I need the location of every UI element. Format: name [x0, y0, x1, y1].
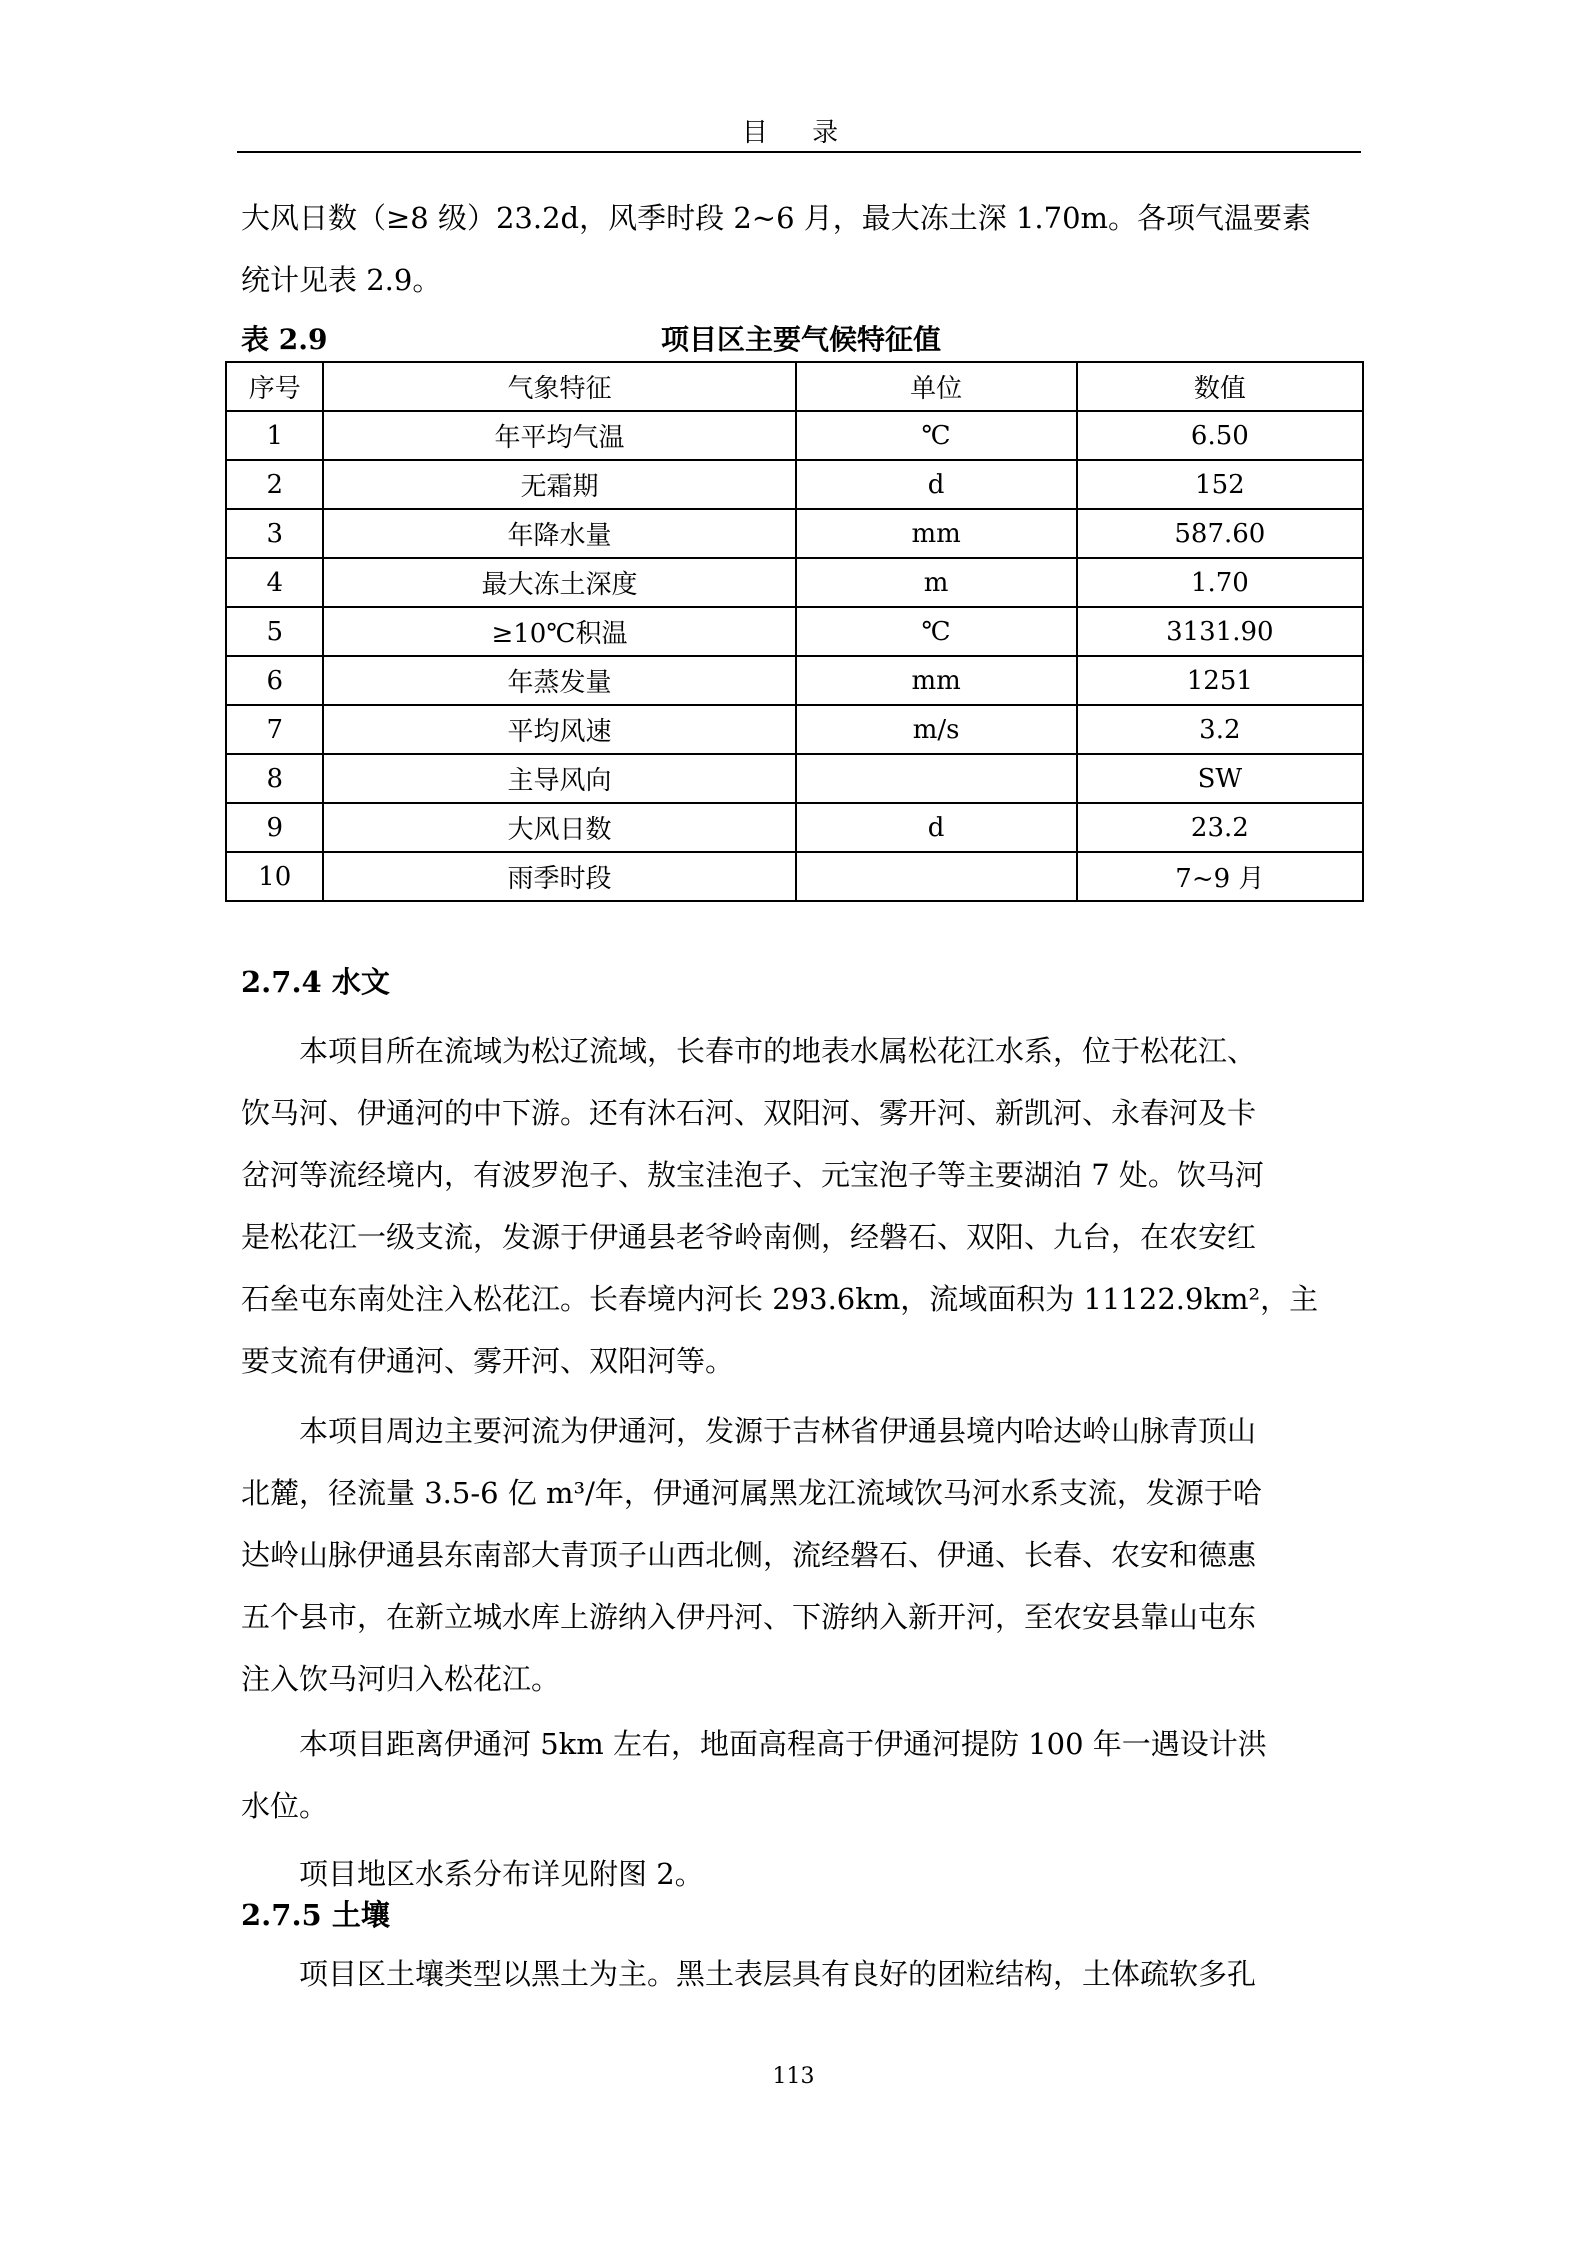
text-line: 本项目距离伊通河 5km 左右，地面高程高于伊通河提防 100 年一遇设计洪 — [241, 1727, 1267, 1761]
table-caption — [241, 318, 1361, 358]
hydrology-paragraph-3 — [241, 1713, 1361, 1837]
text-line: 饮马河、伊通河的中下游。还有沐石河、双阳河、雾开河、新凯河、永春河及卡 — [241, 1096, 1257, 1130]
table-row — [226, 411, 1363, 460]
cell-index: 7 — [226, 705, 323, 754]
text-line: 项目地区水系分布详见附图 2。 — [241, 1857, 704, 1891]
table-number: 表 2.9 — [241, 323, 328, 356]
cell-index: 10 — [226, 852, 323, 901]
text-line: 要支流有伊通河、雾开河、双阳河等。 — [241, 1344, 735, 1378]
table-title: 项目区主要气候特征值 — [660, 323, 941, 356]
text-line: 注入饮马河归入松花江。 — [241, 1662, 561, 1696]
cell-value: 152 — [1077, 460, 1363, 509]
cell-value: 1251 — [1077, 656, 1363, 705]
text-line: 水位。 — [241, 1789, 329, 1823]
page-header-title: 目 录 — [741, 118, 857, 148]
cell-unit: ℃ — [796, 411, 1077, 460]
cell-feature: 平均风速 — [323, 705, 795, 754]
header-value: 数值 — [1077, 362, 1363, 411]
cell-unit: ℃ — [796, 607, 1077, 656]
cell-feature: 年降水量 — [323, 509, 795, 558]
text-line: 岔河等流经境内，有波罗泡子、敖宝洼泡子、元宝泡子等主要湖泊 7 处。饮马河 — [241, 1158, 1264, 1192]
cell-value: 3131.90 — [1077, 607, 1363, 656]
header-feature: 气象特征 — [323, 362, 795, 411]
cell-unit — [796, 852, 1077, 901]
table-row — [226, 460, 1363, 509]
header-rule — [237, 151, 1361, 153]
cell-value: 3.2 — [1077, 705, 1363, 754]
cell-unit: m/s — [796, 705, 1077, 754]
soil-paragraph-1 — [241, 1943, 1361, 2005]
text-line: 石垒屯东南处注入松花江。长春境内河长 293.6km，流域面积为 11122.9km²，主 — [241, 1282, 1319, 1316]
cell-value: 6.50 — [1077, 411, 1363, 460]
page-number: 113 — [772, 2064, 815, 2089]
header-index: 序号 — [226, 362, 323, 411]
hydrology-paragraph-1 — [241, 1020, 1361, 1392]
cell-index: 9 — [226, 803, 323, 852]
section-heading-soil: 2.7.5 土壤 — [241, 1898, 390, 1932]
text-line: 北麓，径流量 3.5-6 亿 m³/年，伊通河属黑龙江流域饮马河水系支流，发源于哈 — [241, 1476, 1262, 1510]
table-row — [226, 803, 1363, 852]
cell-unit — [796, 754, 1077, 803]
cell-index: 2 — [226, 460, 323, 509]
cell-value: 1.70 — [1077, 558, 1363, 607]
table-row — [226, 705, 1363, 754]
table-header-row — [226, 362, 1363, 411]
intro-paragraph — [241, 187, 1361, 311]
cell-index: 3 — [226, 509, 323, 558]
climate-table — [225, 361, 1364, 902]
table-row — [226, 558, 1363, 607]
cell-index: 1 — [226, 411, 323, 460]
cell-unit: mm — [796, 656, 1077, 705]
cell-value: 587.60 — [1077, 509, 1363, 558]
cell-index: 6 — [226, 656, 323, 705]
cell-feature: 无霜期 — [323, 460, 795, 509]
cell-unit: mm — [796, 509, 1077, 558]
cell-unit: m — [796, 558, 1077, 607]
cell-index: 8 — [226, 754, 323, 803]
hydrology-paragraph-2 — [241, 1400, 1361, 1710]
text-line: 本项目周边主要河流为伊通河，发源于吉林省伊通县境内哈达岭山脉青顶山 — [241, 1414, 1257, 1448]
cell-unit: d — [796, 803, 1077, 852]
cell-feature: 年蒸发量 — [323, 656, 795, 705]
cell-index: 4 — [226, 558, 323, 607]
cell-value: 23.2 — [1077, 803, 1363, 852]
text-line: 统计见表 2.9。 — [241, 263, 442, 297]
cell-feature: 雨季时段 — [323, 852, 795, 901]
cell-feature: 最大冻土深度 — [323, 558, 795, 607]
cell-feature: 主导风向 — [323, 754, 795, 803]
text-line: 项目区土壤类型以黑土为主。黑土表层具有良好的团粒结构，土体疏软多孔 — [241, 1957, 1257, 1991]
header-unit: 单位 — [796, 362, 1077, 411]
table-row — [226, 852, 1363, 901]
table-row — [226, 754, 1363, 803]
cell-value: SW — [1077, 754, 1363, 803]
text-line: 本项目所在流域为松辽流域，长春市的地表水属松花江水系，位于松花江、 — [241, 1034, 1257, 1068]
table-row — [226, 607, 1363, 656]
cell-index: 5 — [226, 607, 323, 656]
text-line: 大风日数（≥8 级）23.2d，风季时段 2~6 月，最大冻土深 1.70m。各项气温要素 — [241, 201, 1312, 235]
text-line: 五个县市，在新立城水库上游纳入伊丹河、下游纳入新开河，至农安县靠山屯东 — [241, 1600, 1257, 1634]
text-line: 是松花江一级支流，发源于伊通县老爷岭南侧，经磐石、双阳、九台，在农安红 — [241, 1220, 1257, 1254]
text-line: 达岭山脉伊通县东南部大青顶子山西北侧，流经磐石、伊通、长春、农安和德惠 — [241, 1538, 1257, 1572]
cell-value: 7~9 月 — [1077, 852, 1363, 901]
hydrology-paragraph-4 — [241, 1843, 1361, 1905]
cell-feature: ≥10℃积温 — [323, 607, 795, 656]
table-row — [226, 509, 1363, 558]
cell-feature: 大风日数 — [323, 803, 795, 852]
cell-feature: 年平均气温 — [323, 411, 795, 460]
table-row — [226, 656, 1363, 705]
section-heading-hydrology: 2.7.4 水文 — [241, 965, 390, 999]
cell-unit: d — [796, 460, 1077, 509]
